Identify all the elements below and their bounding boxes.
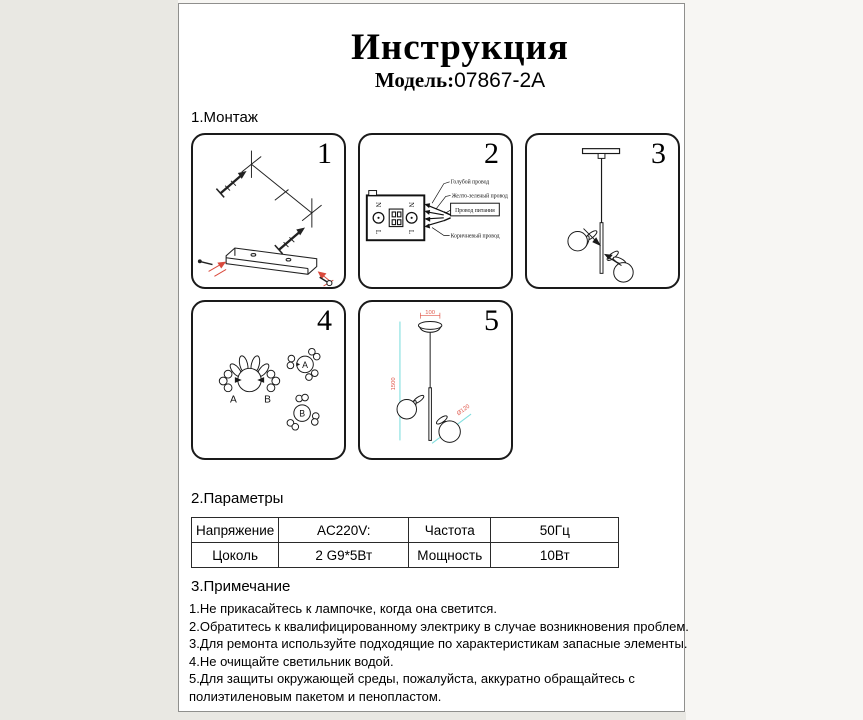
wire-label-blue: Голубой провод — [450, 179, 490, 186]
diagram-step-2 — [358, 133, 513, 289]
diagram-step-4 — [191, 300, 346, 460]
table-row — [192, 543, 619, 568]
terminal-l-label: L — [407, 229, 417, 235]
note-item: 3.Для ремонта используйте подходящие по характеристикам запасные элементы. — [189, 636, 688, 651]
wire-label-ground: Желто-зеленый провод — [451, 193, 508, 200]
terminal-l-label: L — [374, 229, 384, 235]
diagram-step-3 — [525, 133, 680, 289]
table-row — [192, 518, 619, 543]
flower-label-a: A — [230, 394, 237, 406]
power-label: Мощность — [409, 543, 491, 568]
socket-label: Цоколь — [192, 543, 279, 568]
note-item: 1.Не прикасайтесь к лампочке, когда она светится. — [189, 601, 497, 616]
terminal-n-label: N — [374, 202, 384, 208]
wire-label-power: Провод питания — [455, 207, 495, 214]
section-montage-label: 1.Монтаж — [191, 109, 258, 126]
instruction-page — [178, 3, 689, 712]
wire-label-brown: Коричневый провод — [450, 233, 500, 240]
left-margin — [0, 0, 178, 720]
notes-list — [189, 600, 689, 705]
model-value: 07867-2A — [454, 69, 546, 92]
params-table — [191, 517, 619, 568]
clover-b-label: B — [299, 408, 306, 419]
terminal-n-label: N — [407, 202, 417, 208]
power-value: 10Вт — [491, 543, 619, 568]
section-notes-label: 3.Примечание — [191, 578, 291, 595]
dimension-canopy: 100 — [425, 309, 436, 316]
page-title: Инструкция — [351, 27, 569, 68]
step-number: 4 — [317, 304, 332, 337]
diagram-step-1 — [191, 133, 346, 289]
socket-value: 2 G9*5Вт — [279, 543, 409, 568]
dimension-globe: Ø120 — [456, 403, 472, 418]
diagram-step-5 — [358, 300, 513, 460]
frequency-label: Частота — [409, 518, 491, 543]
note-item: 5.Для защиты окружающей среды, пожалуйста, аккуратно обращайтесь с полиэтиленовым пакетом и пенопластом. — [189, 671, 635, 704]
step-number: 3 — [651, 137, 666, 170]
model-line — [234, 68, 686, 93]
frequency-value: 50Гц — [491, 518, 619, 543]
voltage-value: AC220V: — [279, 518, 409, 543]
clover-a-label: A — [302, 359, 308, 370]
flower-label-b: B — [264, 394, 271, 406]
step-number: 1 — [317, 137, 332, 170]
voltage-label: Напряжение — [192, 518, 279, 543]
note-item: 4.Не очищайте светильник водой. — [189, 653, 394, 669]
step-number: 5 — [484, 304, 499, 337]
bottom-margin — [178, 712, 686, 720]
dimension-height: 1500 — [391, 377, 398, 391]
model-label: Модель: — [374, 68, 455, 92]
section-params-label: 2.Параметры — [191, 490, 284, 507]
step-number: 2 — [484, 137, 499, 170]
note-item: 2.Обратитесь к квалифицированному электрику в случае возникновения проблем. — [189, 618, 689, 634]
